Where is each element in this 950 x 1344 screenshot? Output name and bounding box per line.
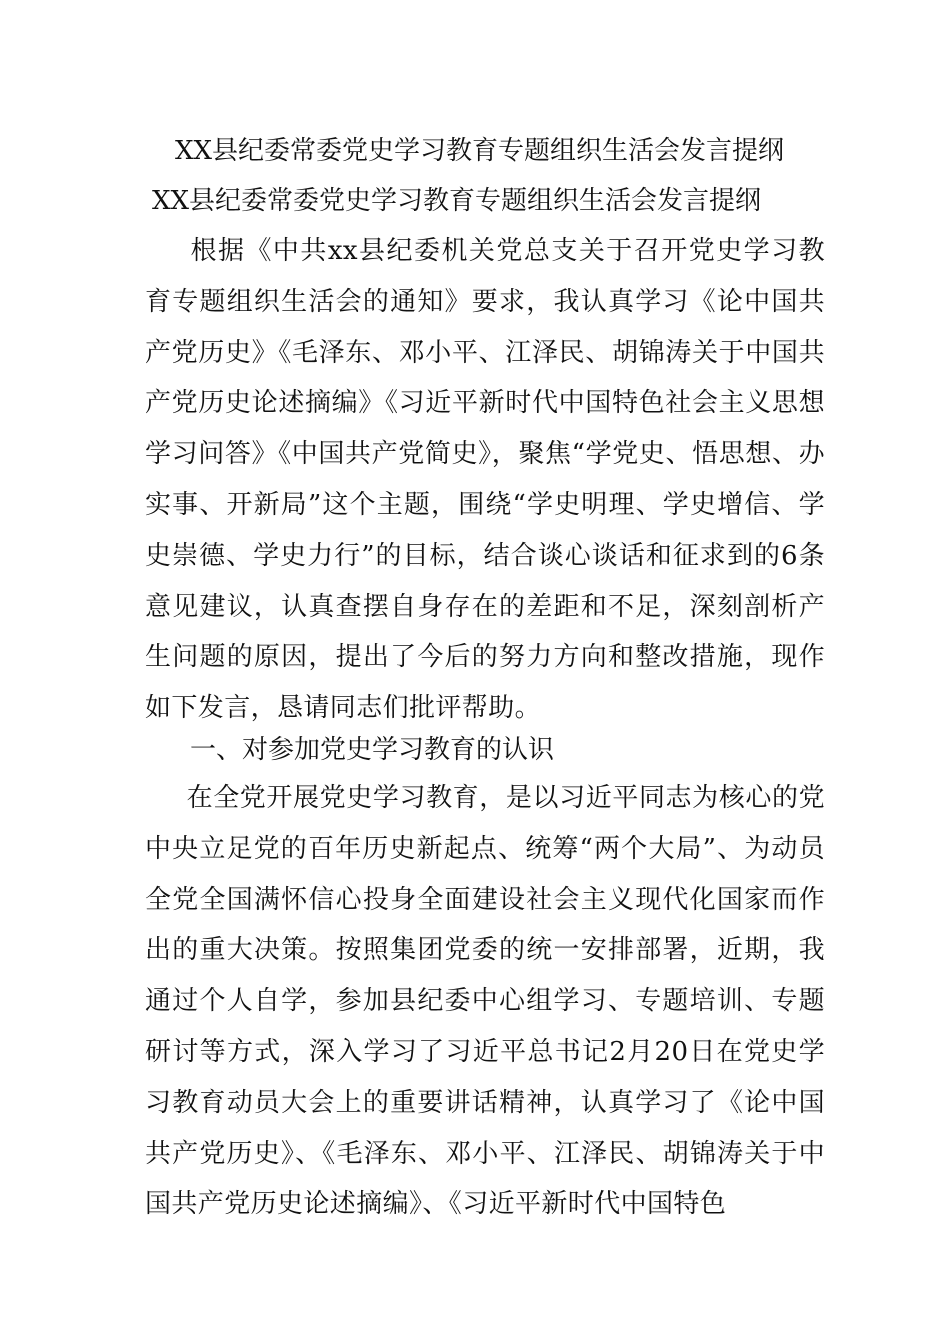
section-heading: 一、对参加党史学习教育的认识 bbox=[190, 735, 555, 765]
document-title: XX县纪委常委党史学习教育专题组织生活会发言提纲 bbox=[175, 136, 785, 166]
document-title-repeat: XX县纪委常委党史学习教育专题组织生活会发言提纲 bbox=[152, 186, 762, 216]
body-paragraph-section-1: 在全党开展党史学习教育，是以习近平同志为核心的党中央立足党的百年历史新起点、统筹“两个大局”、为动员全党全国满怀信心投身全面建设社会主义现代化国家而作出的重大决策。按照集团党委的统一安排部署，近期，我通过个人自学，参加县纪委中心组学习、专题培训、专题研讨等方式，深入学习了习近平总书记2月20日在党史学习教育动员大会上的重要讲话精神，认真学习了《论中国共产党历史》、《毛泽东、邓小平、江泽民、胡锦涛关于中国共产党历史论述摘编》、《习近平新时代中国特色 bbox=[145, 783, 825, 1220]
body-paragraph-intro: 根据《中共xx县纪委机关党总支关于召开党史学习教育专题组织生活会的通知》要求，我认真学习《论中国共产党历史》《毛泽东、邓小平、江泽民、胡锦涛关于中国共产党历史论述摘编》《习近平新时代中国特色社会主义思想学习问答》《中国共产党简史》，聚焦“学党史、悟思想、办实事、开新局”这个主题，围绕“学史明理、学史增信、学史崇德、学史力行”的目标，结合谈心谈话和征求到的6条意见建议，认真查摆自身存在的差距和不足，深刻剖析产生问题的原因，提出了今后的努力方向和整改措施，现作如下发言，恳请同志们批评帮助。 bbox=[145, 236, 825, 724]
